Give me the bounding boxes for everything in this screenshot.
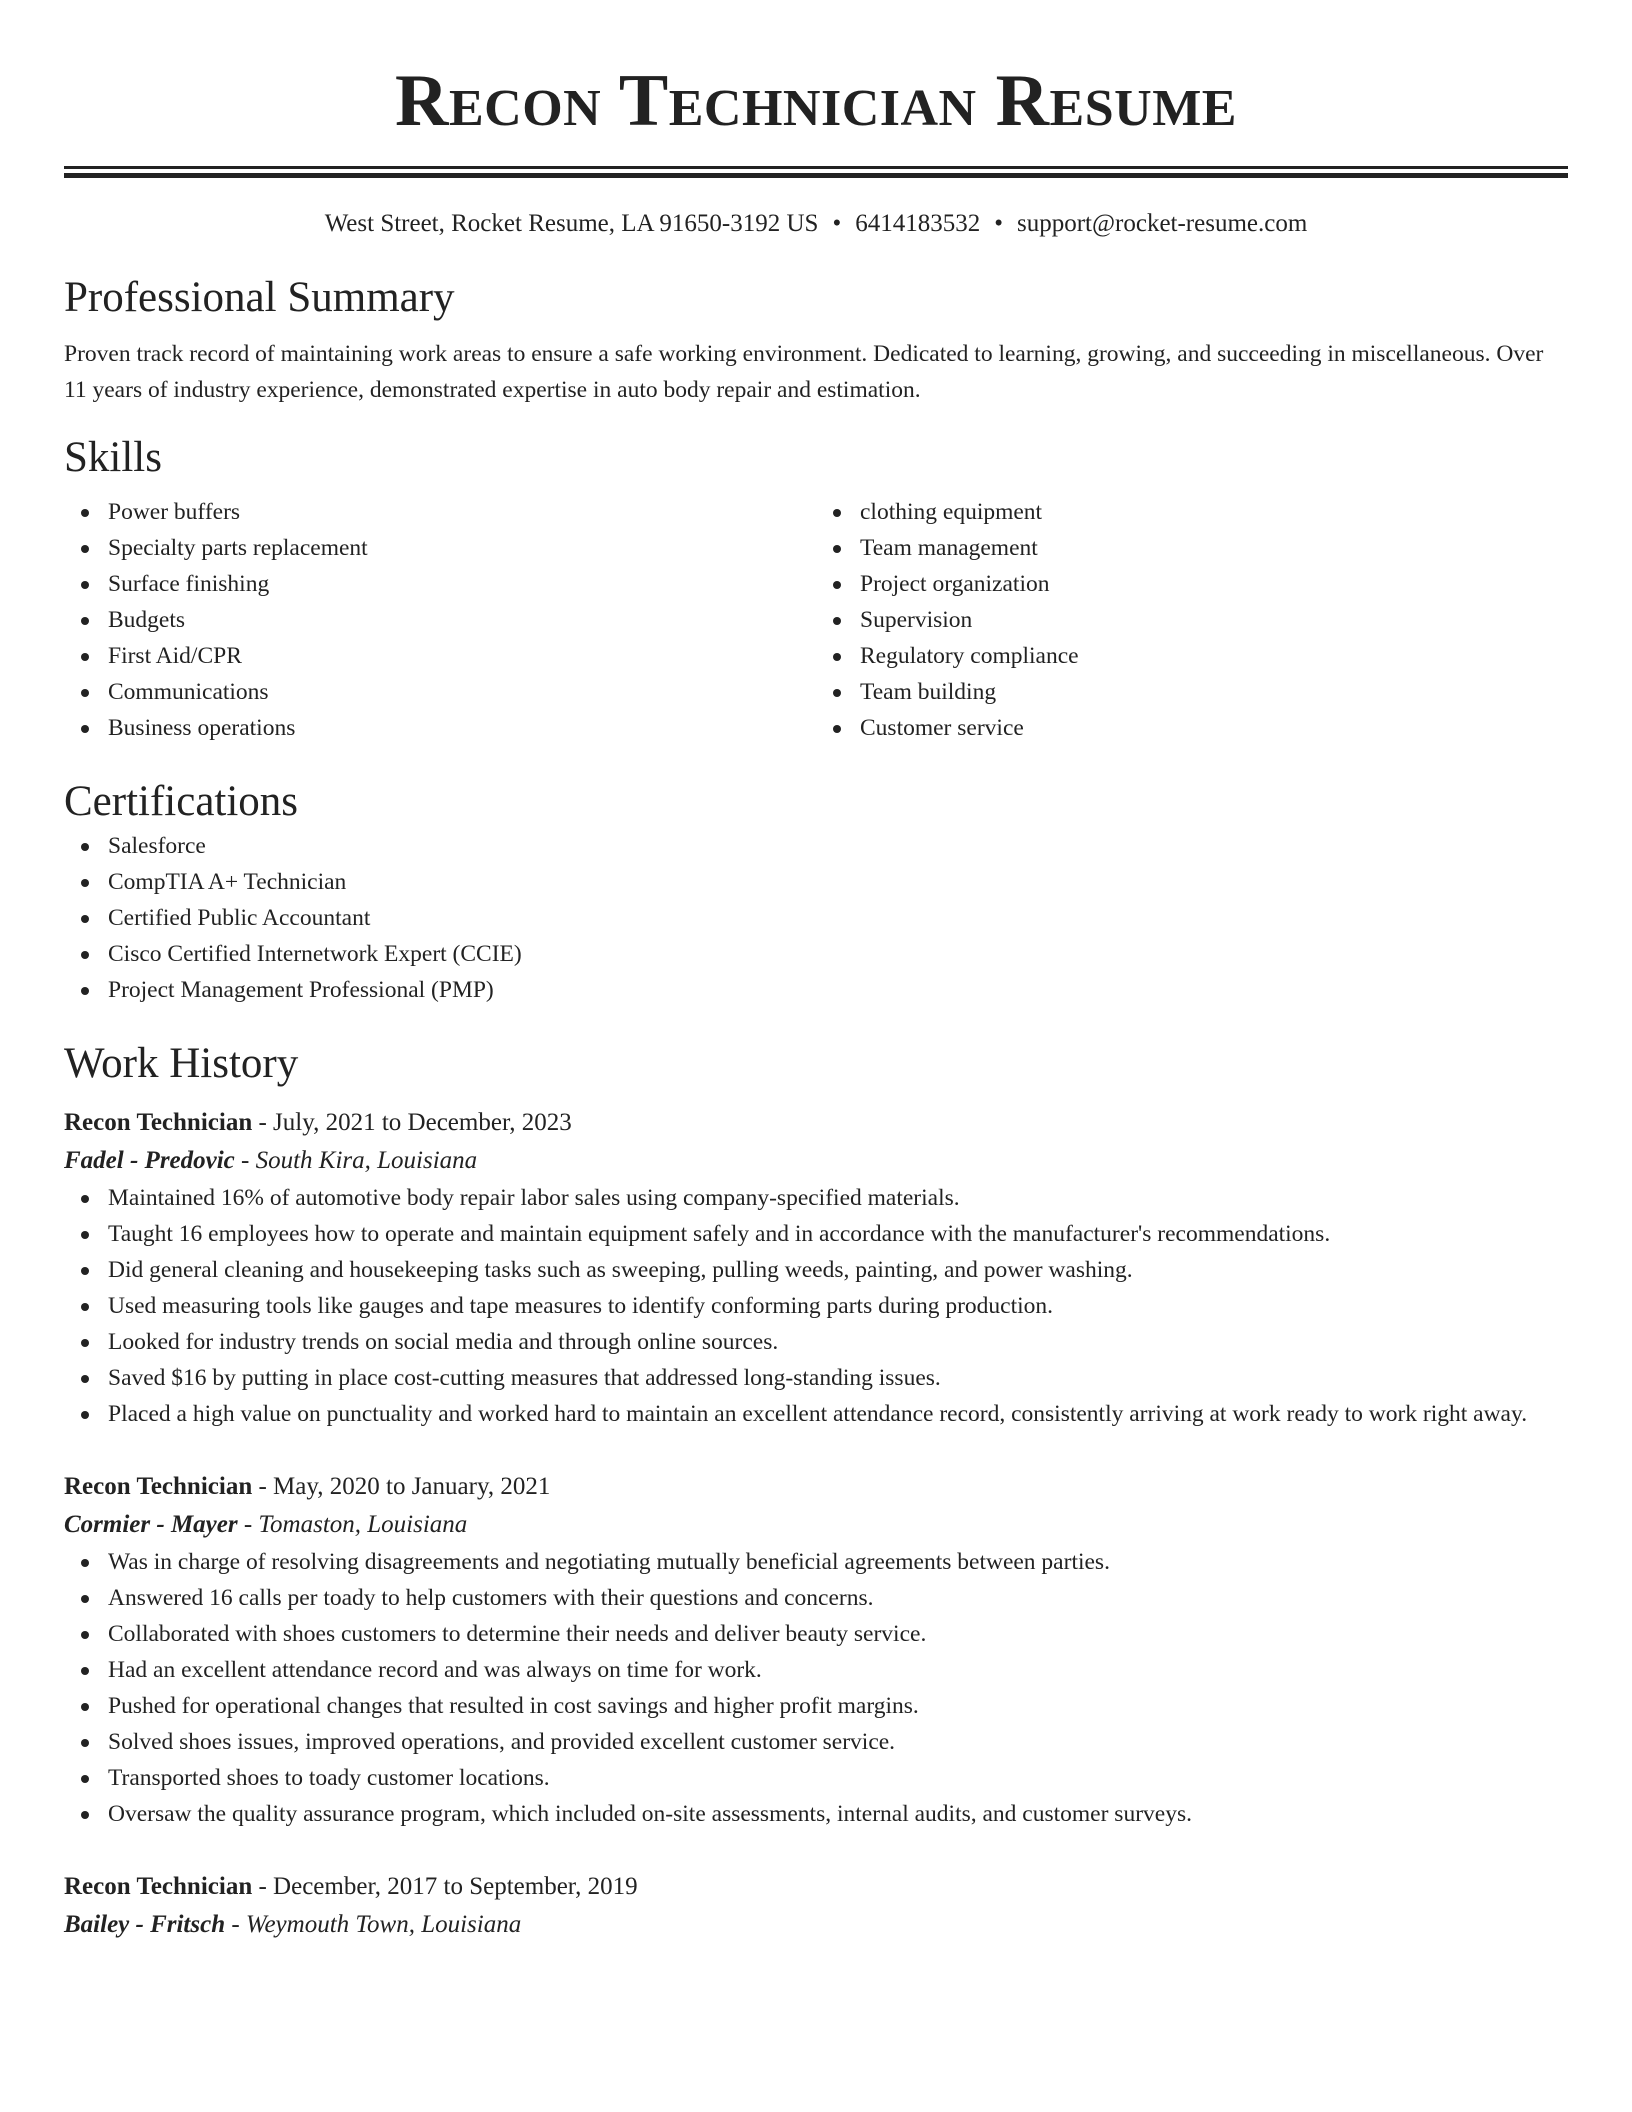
job-company: Cormier - Mayer <box>64 1511 238 1538</box>
skills-columns <box>64 494 1568 746</box>
job-location: - Weymouth Town, Louisiana <box>225 1911 522 1938</box>
job-entry <box>64 1868 1568 1944</box>
job-duty: Used measuring tools like gauges and tape measures to identify conforming parts during production. <box>108 1288 1568 1324</box>
job-company: Fadel - Predovic <box>64 1147 235 1174</box>
job-company-line <box>64 1506 1568 1544</box>
summary-text: Proven track record of maintaining work areas to ensure a safe working environment. Dedicated to learning, growing, and succeeding in miscellaneous. Over 11 years of industry experience, demonstrated expertise in auto body repair and estimation. <box>64 341 1544 403</box>
job-duties-list <box>64 1180 1568 1432</box>
job-duty: Did general cleaning and housekeeping tasks such as sweeping, pulling weeds, painting, and power washing. <box>108 1252 1568 1288</box>
title-divider <box>64 166 1568 178</box>
job-title: Recon Technician <box>64 1873 253 1900</box>
job-duty: Looked for industry trends on social media and through online sources. <box>108 1324 1568 1360</box>
job-duty: Saved $16 by putting in place cost-cutting measures that addressed long-standing issues. <box>108 1360 1568 1396</box>
contact-line <box>64 208 1568 240</box>
skill-item: Specialty parts replacement <box>108 530 816 566</box>
skill-item: Project organization <box>860 566 1568 602</box>
contact-address: West Street, Rocket Resume, LA 91650-3192 US <box>324 210 819 237</box>
job-duty: Collaborated with shoes customers to determine their needs and deliver beauty service. <box>108 1616 1568 1652</box>
certification-item: CompTIA A+ Technician <box>108 864 1568 900</box>
job-duty: Answered 16 calls per toady to help customers with their questions and concerns. <box>108 1580 1568 1616</box>
skill-item: Budgets <box>108 602 816 638</box>
job-dates: - May, 2020 to January, 2021 <box>252 1473 551 1500</box>
job-duty: Was in charge of resolving disagreements and negotiating mutually beneficial agreements between parties. <box>108 1544 1568 1580</box>
contact-separator: • <box>994 210 1003 237</box>
certification-item: Salesforce <box>108 828 1568 864</box>
job-duty: Placed a high value on punctuality and worked hard to maintain an excellent attendance record, consistently arriving at work ready to work right away. <box>108 1396 1568 1432</box>
certification-item: Cisco Certified Internetwork Expert (CCIE) <box>108 936 1568 972</box>
skill-item: Communications <box>108 674 816 710</box>
contact-phone: 6414183532 <box>855 210 981 237</box>
skill-item: First Aid/CPR <box>108 638 816 674</box>
contact-email: support@rocket-resume.com <box>1017 210 1308 237</box>
skill-item: Supervision <box>860 602 1568 638</box>
job-duty: Maintained 16% of automotive body repair labor sales using company-specified materials. <box>108 1180 1568 1216</box>
job-title-line <box>64 1468 1568 1506</box>
job-entry <box>64 1468 1568 1832</box>
skill-item: Business operations <box>108 710 816 746</box>
certifications-heading: Certifications <box>64 778 299 825</box>
job-title: Recon Technician <box>64 1473 253 1500</box>
job-title-line <box>64 1868 1568 1906</box>
job-duty: Oversaw the quality assurance program, which included on-site assessments, internal audits, and customer surveys. <box>108 1796 1568 1832</box>
job-title-line <box>64 1104 1568 1142</box>
skill-item: Power buffers <box>108 494 816 530</box>
work-history-heading: Work History <box>64 1040 299 1087</box>
job-entry <box>64 1104 1568 1432</box>
job-dates: - July, 2021 to December, 2023 <box>252 1109 572 1136</box>
job-location: - South Kira, Louisiana <box>234 1147 478 1174</box>
skill-item: Team building <box>860 674 1568 710</box>
job-company: Bailey - Fritsch <box>64 1911 226 1938</box>
skills-heading: Skills <box>64 434 162 481</box>
certification-item: Certified Public Accountant <box>108 900 1568 936</box>
certification-item: Project Management Professional (PMP) <box>108 972 1568 1008</box>
skill-item: Team management <box>860 530 1568 566</box>
skill-item: Regulatory compliance <box>860 638 1568 674</box>
job-company-line <box>64 1142 1568 1180</box>
certifications-list <box>64 828 1568 1008</box>
job-duty: Transported shoes to toady customer locations. <box>108 1760 1568 1796</box>
job-title: Recon Technician <box>64 1109 253 1136</box>
job-duties-list <box>64 1544 1568 1832</box>
skill-item: Surface finishing <box>108 566 816 602</box>
skills-list-left <box>64 494 816 746</box>
job-location: - Tomaston, Louisiana <box>237 1511 468 1538</box>
job-dates: - December, 2017 to September, 2019 <box>252 1873 638 1900</box>
job-duty: Had an excellent attendance record and was always on time for work. <box>108 1652 1568 1688</box>
resume-title: Recon Technician Resume <box>395 60 1237 142</box>
skill-item: Customer service <box>860 710 1568 746</box>
job-duty: Pushed for operational changes that resulted in cost savings and higher profit margins. <box>108 1688 1568 1724</box>
job-company-line <box>64 1906 1568 1944</box>
contact-separator: • <box>832 210 842 237</box>
skill-item: clothing equipment <box>860 494 1568 530</box>
skills-list-right <box>816 494 1568 746</box>
summary-heading: Professional Summary <box>64 274 455 321</box>
job-duty: Taught 16 employees how to operate and maintain equipment safely and in accordance with the manufacturer's recommendations. <box>108 1216 1568 1252</box>
job-duty: Solved shoes issues, improved operations, and provided excellent customer service. <box>108 1724 1568 1760</box>
